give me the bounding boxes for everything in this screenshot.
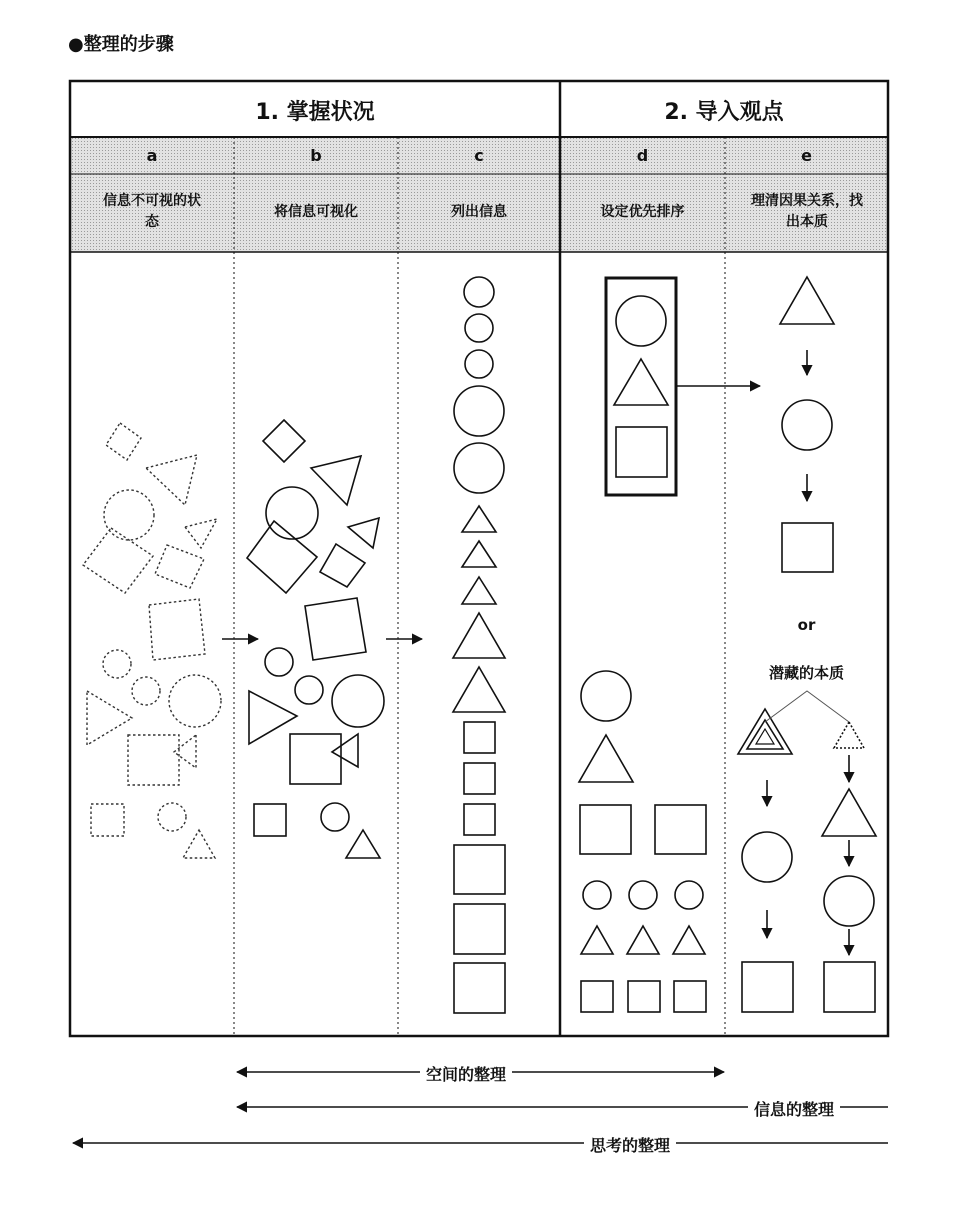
triangle-shape: [332, 734, 358, 767]
triangle-shape: [146, 455, 197, 505]
circle-shape: [158, 803, 186, 831]
triangle-shape: [453, 667, 505, 712]
square-shape: [616, 427, 667, 477]
square-shape: [782, 523, 833, 572]
triangle-shape: [87, 691, 132, 745]
triangle-shape: [183, 830, 215, 858]
square-shape: [580, 805, 631, 854]
square-shape: [824, 962, 875, 1012]
square-shape: [320, 544, 365, 587]
square-shape: [128, 735, 179, 785]
circle-shape: [824, 876, 874, 926]
circle-shape: [742, 832, 792, 882]
triangle-shape: [780, 277, 834, 324]
circle-shape: [169, 675, 221, 727]
square-shape: [628, 981, 660, 1012]
column-caption-b: 将信息可视化: [274, 204, 358, 220]
square-shape: [454, 963, 505, 1013]
square-shape: [742, 962, 793, 1012]
circle-shape: [465, 314, 493, 342]
circle-shape: [464, 277, 494, 307]
span-label-space: 空间的整理: [420, 1062, 512, 1085]
triangle-shape: [462, 577, 496, 604]
circle-shape: [321, 803, 349, 831]
page-title: ●整理的步骤: [68, 34, 174, 55]
triangle-shape: [174, 735, 196, 768]
triangle-shape: [462, 541, 496, 567]
triangle-shape: [581, 926, 613, 954]
triangle-shape: [627, 926, 659, 954]
triangle-shape: [673, 926, 705, 954]
circle-shape: [782, 400, 832, 450]
column-letter-a: a: [146, 146, 158, 165]
column-b-shapes: [247, 420, 384, 858]
triangle-shape: [747, 720, 783, 749]
circle-shape: [581, 671, 631, 721]
circle-shape: [132, 677, 160, 705]
triangle-shape: [348, 518, 379, 548]
square-shape: [155, 545, 204, 588]
triangle-shape: [311, 456, 361, 505]
circle-shape: [465, 350, 493, 378]
square-shape: [305, 598, 366, 660]
span-label-information: 信息的整理: [748, 1097, 840, 1120]
span-label-thinking: 思考的整理: [584, 1133, 676, 1156]
circle-shape: [103, 650, 131, 678]
column-e-shapes: [738, 277, 876, 1012]
triangle-shape: [822, 789, 876, 836]
column-letter-d: d: [636, 146, 649, 165]
square-shape: [91, 804, 124, 836]
triangle-shape: [453, 613, 505, 658]
square-shape: [464, 804, 495, 835]
square-shape: [454, 845, 505, 894]
column-a-shapes: [83, 423, 221, 858]
circle-shape: [104, 490, 154, 540]
square-shape: [290, 734, 341, 784]
triangle-shape: [614, 359, 668, 405]
circle-shape: [332, 675, 384, 727]
column-letter-c: c: [474, 146, 484, 165]
circle-shape: [265, 648, 293, 676]
circle-shape: [454, 443, 504, 493]
or-label: or: [797, 616, 816, 634]
section-header-viewpoint: 2. 导入观点: [664, 100, 784, 125]
hidden-essence-label: 潜藏的本质: [768, 664, 844, 682]
circle-shape: [454, 386, 504, 436]
square-shape: [454, 904, 505, 954]
circle-shape: [616, 296, 666, 346]
circle-shape: [629, 881, 657, 909]
column-caption-e: 理清因果关系，找出本质: [751, 193, 863, 230]
triangle-shape: [346, 830, 380, 858]
column-c-shapes: [453, 277, 505, 1013]
column-letter-b: b: [310, 146, 322, 165]
circle-shape: [266, 487, 318, 539]
triangle-shape: [834, 722, 864, 748]
square-shape: [674, 981, 706, 1012]
flow-arrows: [222, 350, 849, 955]
column-caption-c: 列出信息: [451, 204, 507, 220]
square-shape: [106, 423, 141, 460]
square-shape: [247, 521, 317, 593]
column-letter-e: e: [801, 146, 812, 165]
square-shape: [464, 722, 495, 753]
column-caption-d: 设定优先排序: [600, 204, 685, 220]
section-header-grasp: 1. 掌握状况: [255, 100, 375, 125]
circle-shape: [295, 676, 323, 704]
square-shape: [254, 804, 286, 836]
square-shape: [149, 599, 205, 660]
circle-shape: [675, 881, 703, 909]
square-shape: [655, 805, 706, 854]
square-shape: [464, 763, 495, 794]
circle-shape: [583, 881, 611, 909]
square-shape: [263, 420, 305, 462]
essence-link-line: [765, 691, 849, 722]
column-caption-a: 信息不可视的状态: [103, 193, 201, 230]
triangle-shape: [738, 709, 792, 754]
triangle-shape: [579, 735, 633, 782]
triangle-shape: [185, 519, 217, 548]
column-d-shapes: [579, 278, 706, 1012]
square-shape: [581, 981, 613, 1012]
triangle-shape: [462, 506, 496, 532]
